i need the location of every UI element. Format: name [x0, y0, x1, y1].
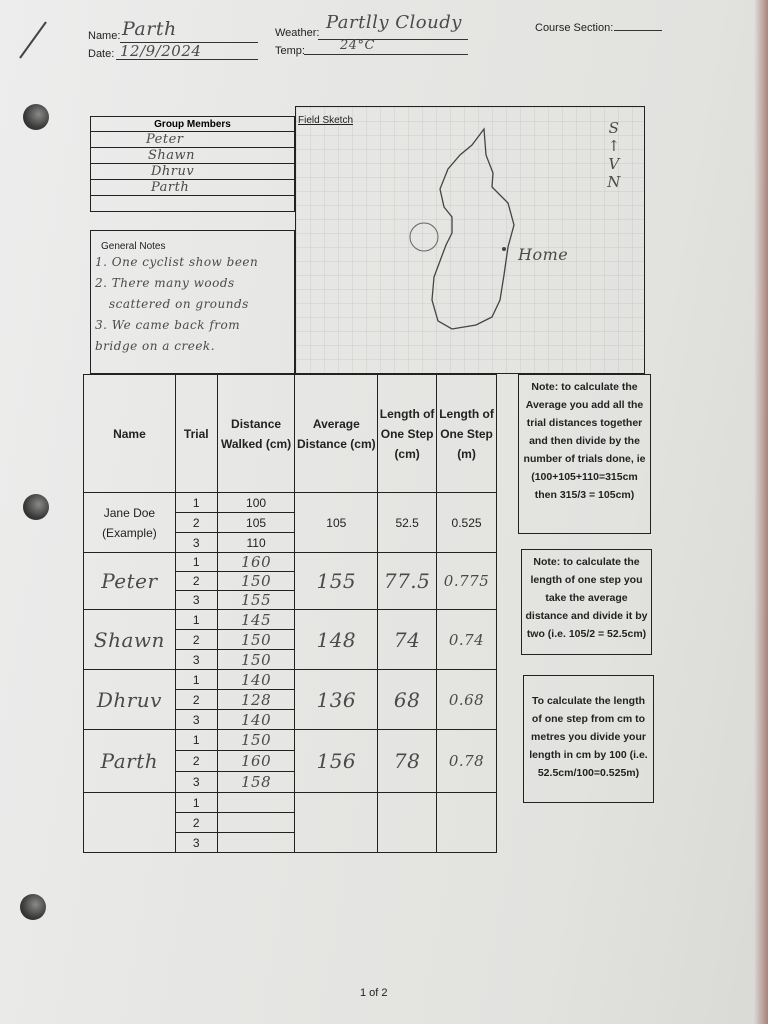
step-m-value: 0.78	[437, 730, 497, 793]
header-step-cm: Length of One Step (cm)	[378, 375, 437, 493]
distance-value: 110	[217, 533, 295, 553]
field-sketch-box	[295, 106, 645, 374]
general-notes-box	[90, 230, 295, 374]
distance-value: 150	[217, 630, 295, 650]
distance-value: 100	[217, 493, 295, 513]
distance-value: 150	[217, 650, 295, 670]
step-cm-value: 74	[378, 610, 437, 670]
group-members-title: Group Members	[91, 117, 295, 132]
trial-number: 2	[175, 572, 217, 591]
punch-hole-bottom	[20, 894, 46, 920]
row-name: Dhruv	[84, 670, 176, 730]
group-members-table	[90, 116, 295, 212]
distance-value	[217, 813, 295, 833]
distance-value: 140	[217, 670, 295, 690]
course-underline	[614, 30, 662, 31]
pen-mark	[16, 18, 50, 62]
step-cm-value: 52.5	[378, 493, 437, 553]
field-sketch-drawing	[396, 125, 526, 335]
note-line: 3. We came back from	[95, 318, 241, 332]
row-name: Peter	[84, 553, 176, 610]
field-sketch-title: Field Sketch	[298, 115, 354, 126]
punch-hole-top	[23, 104, 49, 130]
note-average: Note: to calculate the Average you add all the trial distances together and then divide by the number of trials done, ie (100+105+110=315cm then 315/3 = 105cm)	[518, 374, 651, 534]
row-name: Parth	[84, 730, 176, 793]
step-m-value	[437, 793, 497, 853]
trial-number: 1	[175, 730, 217, 751]
home-label: Home	[518, 245, 569, 264]
date-value: 12/9/2024	[120, 42, 202, 60]
temp-underline	[304, 54, 468, 55]
distance-value: 155	[217, 591, 295, 610]
row-name	[84, 793, 176, 853]
punch-hole-middle	[23, 494, 49, 520]
distance-value	[217, 793, 295, 813]
name-value: Parth	[122, 18, 177, 40]
note-convert-metres: To calculate the length of one step from cm to metres you divide your length in cm by 100 (i.e. 52.5cm/100=0.525m)	[523, 675, 654, 803]
distance-value: 145	[217, 610, 295, 630]
trial-number: 2	[175, 690, 217, 710]
average-value: 136	[295, 670, 378, 730]
step-length-table	[83, 374, 497, 853]
step-m-value: 0.775	[437, 553, 497, 610]
trial-number: 2	[175, 751, 217, 772]
distance-value: 160	[217, 751, 295, 772]
trial-number: 3	[175, 591, 217, 610]
trial-number: 3	[175, 533, 217, 553]
group-member: Parth	[91, 180, 295, 196]
row-name: Jane Doe (Example)	[84, 493, 176, 553]
note-line: 2. There many woods	[95, 276, 235, 290]
general-notes-lines	[95, 252, 294, 357]
trial-number: 2	[175, 513, 217, 533]
trial-number: 1	[175, 670, 217, 690]
average-value	[295, 793, 378, 853]
distance-value: 158	[217, 772, 295, 793]
weather-value: Partlly Cloudy	[326, 12, 462, 33]
trial-number: 2	[175, 813, 217, 833]
weather-label: Weather:	[275, 27, 320, 39]
step-cm-value: 68	[378, 670, 437, 730]
step-cm-value	[378, 793, 437, 853]
distance-value: 128	[217, 690, 295, 710]
group-member: Shawn	[91, 148, 295, 164]
distance-value	[217, 833, 295, 853]
name-label: Name:	[88, 30, 121, 42]
note-line: bridge on a creek.	[95, 339, 216, 353]
average-value: 148	[295, 610, 378, 670]
group-member-empty	[91, 196, 295, 212]
header-distance: Distance Walked (cm)	[217, 375, 295, 493]
row-name: Shawn	[84, 610, 176, 670]
average-value: 105	[295, 493, 378, 553]
header-step-m: Length of One Step (m)	[437, 375, 497, 493]
distance-value: 105	[217, 513, 295, 533]
trial-number: 2	[175, 630, 217, 650]
step-m-value: 0.74	[437, 610, 497, 670]
trial-number: 1	[175, 553, 217, 572]
distance-value: 150	[217, 572, 295, 591]
note-step-length: Note: to calculate the length of one step you take the average distance and divide it by two (i.e. 105/2 = 52.5cm)	[521, 549, 652, 655]
distance-value: 140	[217, 710, 295, 730]
group-member: Dhruv	[91, 164, 295, 180]
page-edge-shadow	[754, 0, 768, 1024]
header-name: Name	[84, 375, 176, 493]
group-member: Peter	[91, 132, 295, 148]
header-trial: Trial	[175, 375, 217, 493]
step-m-value: 0.525	[437, 493, 497, 553]
page-number: 1 of 2	[360, 987, 388, 999]
note-line: 1. One cyclist show been	[95, 255, 259, 269]
note-line: scattered on grounds	[109, 297, 249, 311]
date-label: Date:	[88, 48, 115, 60]
average-value: 156	[295, 730, 378, 793]
course-label: Course Section:	[535, 22, 614, 34]
step-m-value: 0.68	[437, 670, 497, 730]
step-cm-value: 78	[378, 730, 437, 793]
average-value: 155	[295, 553, 378, 610]
general-notes-title: General Notes	[101, 241, 166, 252]
header-average: Average Distance (cm)	[295, 375, 378, 493]
trial-number: 1	[175, 793, 217, 813]
compass-label: S↑V N	[607, 119, 621, 191]
trial-number: 1	[175, 610, 217, 630]
trial-number: 3	[175, 833, 217, 853]
distance-value: 160	[217, 553, 295, 572]
trial-number: 3	[175, 650, 217, 670]
temp-value: 24°C	[340, 38, 375, 53]
trial-number: 1	[175, 493, 217, 513]
temp-label: Temp:	[275, 45, 305, 57]
trial-number: 3	[175, 772, 217, 793]
trial-number: 3	[175, 710, 217, 730]
step-cm-value: 77.5	[378, 553, 437, 610]
distance-value: 150	[217, 730, 295, 751]
